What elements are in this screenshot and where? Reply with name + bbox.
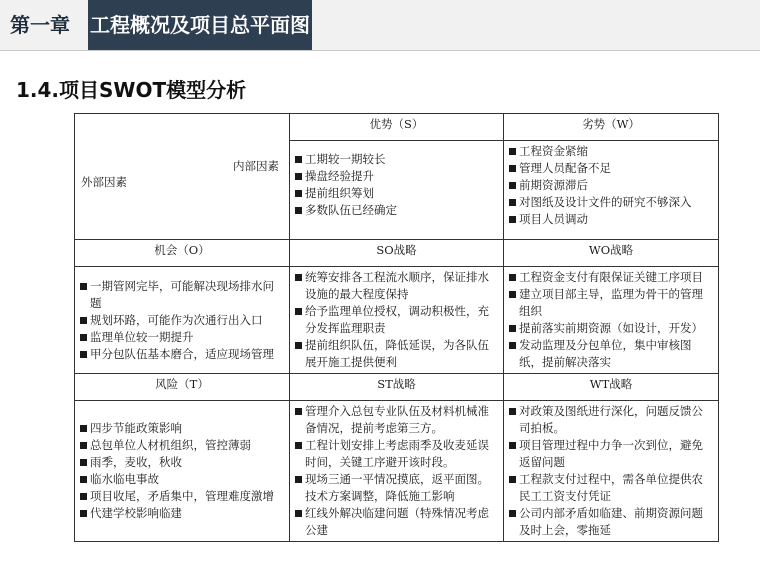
st-strategy-header: ST战略	[290, 374, 504, 401]
list-item: 总包单位人材机组织，管控薄弱	[79, 437, 285, 454]
wt-strategy-cell	[504, 401, 719, 542]
st-strategy-list	[294, 403, 499, 539]
swot-table	[74, 113, 719, 542]
chapter-title: 工程概况及项目总平面图	[88, 0, 312, 50]
opportunities-header: 机会（O）	[75, 240, 290, 267]
wo-strategy-header: WO战略	[504, 240, 719, 267]
weaknesses-cell	[504, 141, 719, 240]
list-item: 对政策及图纸进行深化，问题反馈公司拍板。	[508, 403, 714, 437]
list-item: 给予监理单位授权，调动积极性，充分发挥监理职责	[294, 303, 499, 337]
weaknesses-header: 劣势（W）	[504, 114, 719, 141]
wt-strategy-header: WT战略	[504, 374, 719, 401]
list-item: 项目管理过程中力争一次到位，避免返留问题	[508, 437, 714, 471]
list-item: 项目收尾，矛盾集中，管理难度激增	[79, 488, 285, 505]
section-title: 1.4.项目SWOT模型分析	[16, 78, 247, 102]
list-item: 对图纸及设计文件的研究不够深入	[508, 194, 714, 211]
list-item: 工程款支付过程中，需各单位提供农民工工资支付凭证	[508, 471, 714, 505]
external-factors-label: 外部因素	[81, 175, 127, 189]
swot-corner-cell	[75, 114, 290, 240]
threats-list	[79, 420, 285, 522]
list-item: 提前组织筹划	[294, 185, 499, 202]
list-item: 四步节能政策影响	[79, 420, 285, 437]
list-item: 公司内部矛盾如临建、前期资源问题及时上会，零拖延	[508, 505, 714, 539]
opportunities-list	[79, 278, 285, 363]
chapter-header	[0, 0, 760, 51]
list-item: 管理介入总包专业队伍及材料机械准备情况，提前考虑第三方。	[294, 403, 499, 437]
list-item: 现场三通一平情况摸底，返平面图。技术方案调整，降低施工影响	[294, 471, 499, 505]
so-strategy-header: SO战略	[290, 240, 504, 267]
list-item: 代建学校影响临建	[79, 505, 285, 522]
st-strategy-cell	[290, 401, 504, 542]
list-item: 操盘经验提升	[294, 168, 499, 185]
opportunities-cell	[75, 267, 290, 374]
strengths-cell	[290, 141, 504, 240]
list-item: 甲分包队伍基本磨合，适应现场管理	[79, 346, 285, 363]
list-item: 统筹安排各工程流水顺序，保证排水设施的最大程度保持	[294, 269, 499, 303]
list-item: 前期资源滞后	[508, 177, 714, 194]
chapter-label: 第一章	[10, 13, 70, 37]
list-item: 临水临电事故	[79, 471, 285, 488]
list-item: 工程资金支付有限保证关键工序项目	[508, 269, 714, 286]
list-item: 工程资金紧缩	[508, 143, 714, 160]
threats-header: 风险（T）	[75, 374, 290, 401]
internal-factors-label: 内部因素	[233, 159, 279, 173]
list-item: 监理单位较一期提升	[79, 329, 285, 346]
list-item: 提前组织队伍，降低延误，为各队伍展开施工提供便利	[294, 337, 499, 371]
list-item: 项目人员调动	[508, 211, 714, 228]
list-item: 多数队伍已经确定	[294, 202, 499, 219]
list-item: 工程计划安排上考虑雨季及收麦延误时间，关键工序避开该时段。	[294, 437, 499, 471]
list-item: 红线外解决临建问题（特殊情况考虑公建	[294, 505, 499, 539]
list-item: 发动监理及分包单位，集中审核图纸，提前解决落实	[508, 337, 714, 371]
list-item: 雨季，麦收，秋收	[79, 454, 285, 471]
wo-strategy-list	[508, 269, 714, 371]
threats-cell	[75, 401, 290, 542]
list-item: 建立项目部主导，监理为骨干的管理组织	[508, 286, 714, 320]
list-item: 工期较一期较长	[294, 151, 499, 168]
strengths-header: 优势（S）	[290, 114, 504, 141]
list-item: 一期管网完毕，可能解决现场排水问题	[79, 278, 285, 312]
so-strategy-list	[294, 269, 499, 371]
list-item: 规划环路，可能作为次通行出入口	[79, 312, 285, 329]
strengths-list	[294, 151, 499, 219]
weaknesses-list	[508, 143, 714, 228]
so-strategy-cell	[290, 267, 504, 374]
list-item: 提前落实前期资源（如设计，开发）	[508, 320, 714, 337]
wt-strategy-list	[508, 403, 714, 539]
wo-strategy-cell	[504, 267, 719, 374]
list-item: 管理人员配备不足	[508, 160, 714, 177]
